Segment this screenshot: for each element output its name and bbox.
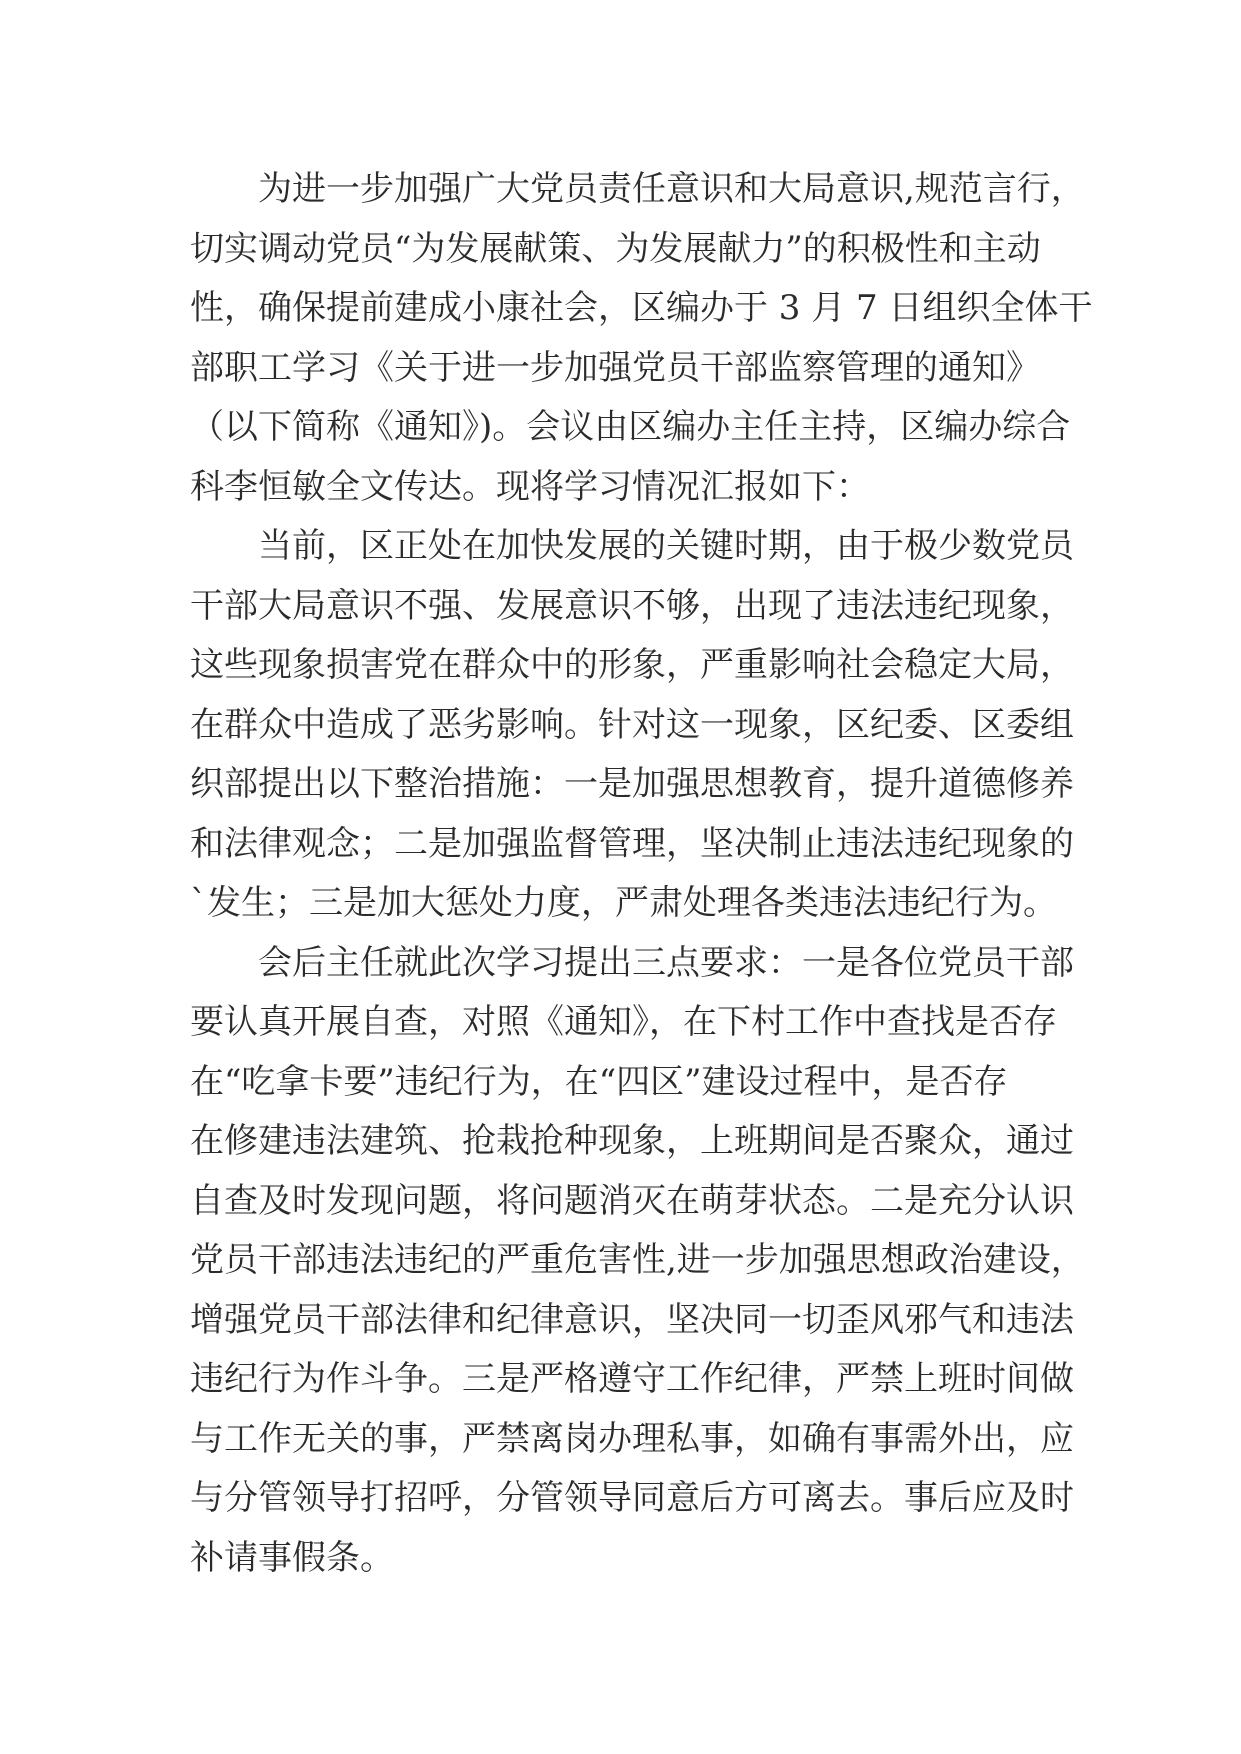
paragraph-1-line-2: 切实调动党员“为发展献策、为发展献力”的积极性和主动: [190, 228, 1041, 269]
paragraph-3-line-11: 补请事假条。: [190, 1537, 394, 1578]
paragraph-3-line-6: 党员干部违法违纪的严重危害性,进一步加强思想政治建设，: [190, 1240, 1085, 1280]
paragraph-3-line-9: 与工作无关的事，严禁离岗办理私事，如确有事需外出，应: [190, 1418, 1074, 1459]
paragraph-3-line-10: 与分管领导打招呼，分管领导同意后方可离去。事后应及时: [190, 1478, 1074, 1518]
paragraph-3-line-5: 自查及时发现问题，将问题消灭在萌芽状态。二是充分认识: [190, 1180, 1074, 1221]
paragraph-3-line-3: 在“吃拿卡要”违纪行为，在“四区”建设过程中，是否存: [190, 1061, 1008, 1102]
paragraph-2-line-4: 在群众中造成了恶劣影响。针对这一现象，区纪委、区委组: [190, 704, 1074, 745]
paragraph-2-line-5: 织部提出以下整治措施：一是加强思想教育，提升道德修养: [190, 764, 1074, 804]
paragraph-1-line-1: 为进一步加强广大党员责任意识和大局意识,规范言行，: [258, 169, 1085, 209]
paragraph-1-line-3: 性，确保提前建成小康社会，区编办于 3 月 7 日组织全体干: [190, 288, 1093, 328]
paragraph-1-line-6: 科李恒敏全文传达。现将学习情况汇报如下：: [190, 466, 870, 507]
paragraph-1-line-5: （以下简称《通知》)。会议由区编办主任主持，区编办综合: [190, 407, 1071, 447]
paragraph-3-line-7: 增强党员干部法律和纪律意识，坚决同一切歪风邪气和违法: [190, 1299, 1074, 1340]
paragraph-3-line-8: 违纪行为作斗争。三是严格遵守工作纪律，严禁上班时间做: [190, 1359, 1074, 1399]
paragraph-2-line-7: `发生；三是加大惩处力度，严肃处理各类违法违纪行为。: [190, 883, 1057, 923]
paragraph-3-line-2: 要认真开展自查，对照《通知》，在下村工作中查找是否存: [190, 1002, 1057, 1042]
paragraph-3-line-1: 会后主任就此次学习提出三点要求：一是各位党员干部: [258, 942, 1074, 983]
paragraph-2-line-3: 这些现象损害党在群众中的形象，严重影响社会稳定大局，: [190, 645, 1074, 685]
paragraph-3-line-4: 在修建违法建筑、抢栽抢种现象，上班期间是否聚众，通过: [190, 1121, 1074, 1161]
document-body: [190, 160, 1093, 1588]
paragraph-2-line-6: 和法律观念；二是加强监督管理，坚决制止违法违纪现象的: [190, 823, 1074, 864]
paragraph-2-line-2: 干部大局意识不强、发展意识不够，出现了违法违纪现象，: [190, 585, 1074, 626]
paragraph-1-line-4: 部职工学习《关于进一步加强党员干部监察管理的通知》: [190, 347, 1040, 388]
paragraph-2-line-1: 当前，区正处在加快发展的关键时期，由于极少数党员: [258, 526, 1074, 566]
